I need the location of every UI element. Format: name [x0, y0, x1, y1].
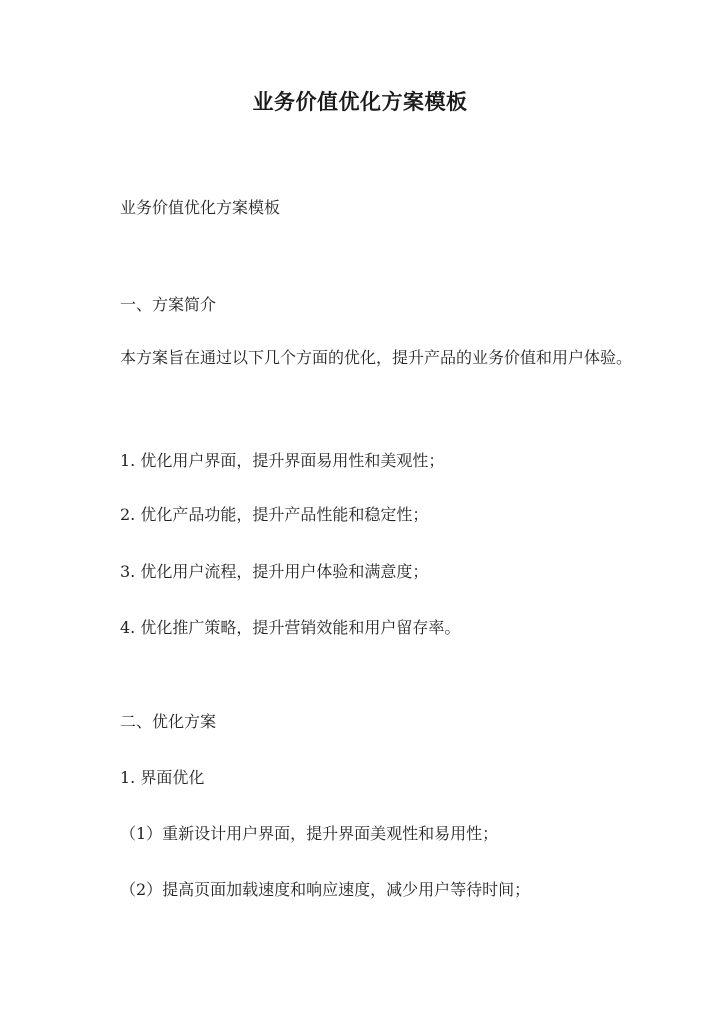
section2-sub1-item-2: （2）提高页面加载速度和响应速度，减少用户等待时间；: [120, 880, 531, 899]
section1-item-2: 2. 优化产品功能，提升产品性能和稳定性；: [120, 505, 429, 524]
document-title: 业务价值优化方案模板: [252, 89, 468, 114]
section1-item-1: 1. 优化用户界面，提升界面易用性和美观性；: [120, 451, 445, 470]
section1-item-3: 3. 优化用户流程，提升用户体验和满意度；: [120, 562, 429, 581]
section2-heading: 二、优化方案: [120, 712, 217, 731]
section2-sub1-heading: 1. 界面优化: [120, 768, 205, 787]
section1-item-4: 4. 优化推广策略，提升营销效能和用户留存率。: [120, 618, 461, 637]
section1-heading: 一、方案简介: [120, 295, 217, 314]
document-subtitle: 业务价值优化方案模板: [120, 198, 281, 217]
section1-intro-paragraph: [88, 332, 648, 383]
section1-intro-text: 本方案旨在通过以下几个方面的优化，提升产品的业务价值和用户体验。: [120, 348, 633, 367]
section2-sub1-item-1: （1）重新设计用户界面，提升界面美观性和易用性；: [120, 824, 499, 843]
